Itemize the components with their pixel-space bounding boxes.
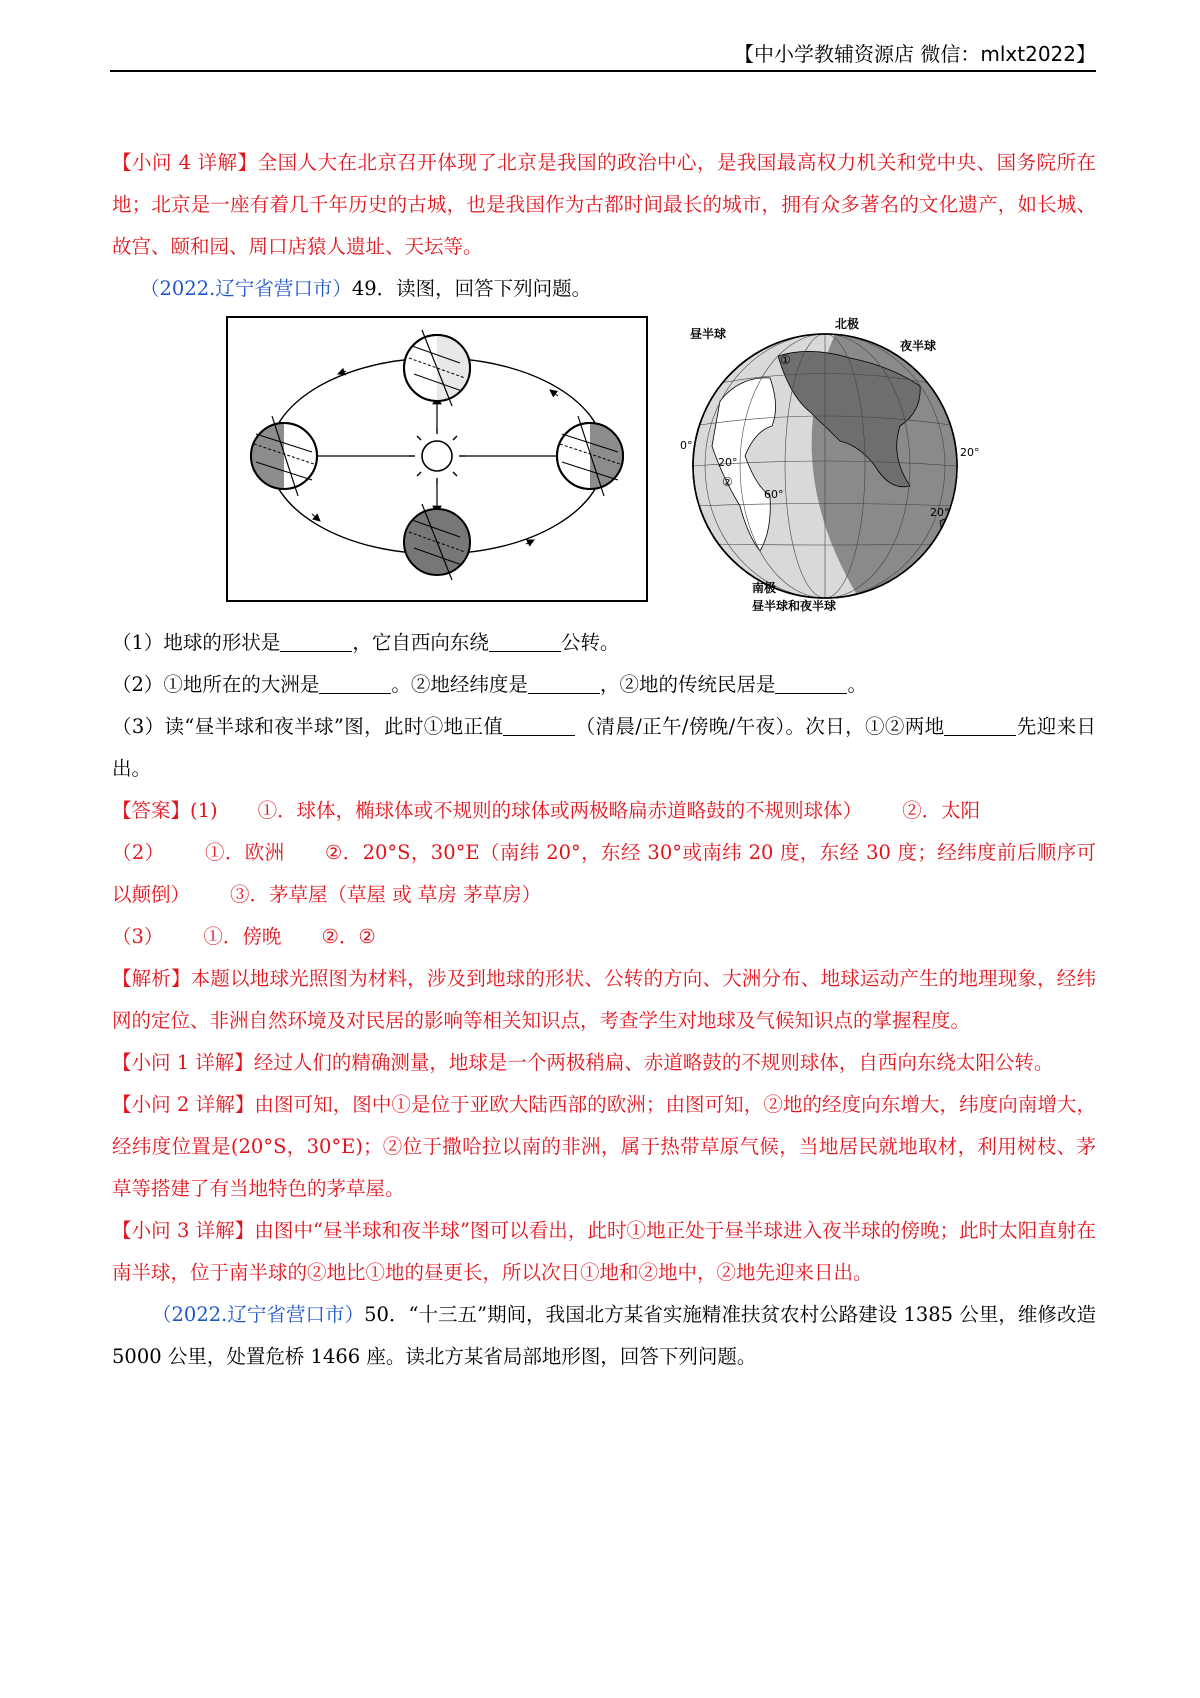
label-night-hemisphere: 夜半球 bbox=[900, 339, 937, 353]
page-header: 【中小学教辅资源店 微信：mlxt2022】 bbox=[734, 42, 1096, 66]
answer-blank bbox=[775, 674, 847, 695]
detail1-paragraph bbox=[112, 1042, 1096, 1084]
detail3-text: 由图中“昼半球和夜半球”图可以看出，此时①地正处于昼半球进入夜半球的傍晚；此时太阳直射在南半球，位于南半球的②地比①地的昼更长，所以次日①地和②地中，②地先迎来日出。 bbox=[112, 1219, 1096, 1284]
label-point-2: ② bbox=[722, 475, 733, 489]
q50-stem bbox=[112, 1294, 1096, 1378]
answer-1c: ②．太阳 bbox=[902, 799, 981, 822]
answer-label: 【答案】 bbox=[112, 799, 191, 822]
answer-blank bbox=[489, 632, 561, 653]
day-night-globe bbox=[660, 316, 990, 616]
answer-line-2 bbox=[112, 832, 1096, 916]
q50-stem-text: 50．“十三五”期间，我国北方某省实施精准扶贫农村公路建设 1385 公里，维修改造 5000 公里，处置危桥 1466 座。读北方某省局部地形图，回答下列问题。 bbox=[112, 1303, 1096, 1368]
analysis-paragraph bbox=[112, 958, 1096, 1042]
q49-sub2-a: （2）①地所在的大洲是 bbox=[112, 673, 320, 696]
detail3-paragraph bbox=[112, 1210, 1096, 1294]
prev-detail-text: 全国人大在北京召开体现了北京是我国的政治中心，是我国最高权力机关和党中央、国务院所在地；北京是一座有着几千年历史的古城，也是我国作为古都时间最长的城市，拥有众多著名的文化遗产，如长城、故宫、颐和园、周口店猿人遗址、天坛等。 bbox=[112, 151, 1096, 258]
answer-blank bbox=[503, 716, 575, 737]
answer-blank bbox=[944, 716, 1016, 737]
q49-sub3-c: 先迎来日出。 bbox=[112, 715, 1096, 780]
answer-2a: （2） bbox=[112, 841, 165, 864]
analysis-label: 【解析】 bbox=[112, 967, 191, 990]
answer-2c: ②．20°S，30°E（南纬 20°，东经 30°或南纬 20 度，东经 30 度；经纬度前后顺序可以颠倒） bbox=[112, 841, 1096, 906]
detail1-label: 【小问 1 详解】 bbox=[112, 1051, 254, 1074]
label-lon-60: 60° bbox=[764, 488, 784, 501]
answer-blank bbox=[528, 674, 600, 695]
page-content bbox=[112, 142, 1096, 1378]
label-day-hemisphere: 昼半球 bbox=[690, 327, 727, 341]
label-lat-20-left: 20° bbox=[718, 456, 738, 469]
q49-sub1-a: （1）地球的形状是 bbox=[112, 631, 281, 654]
q49-sub2-d: 。 bbox=[847, 673, 867, 696]
answer-line-3 bbox=[112, 916, 1096, 958]
q49-sub3 bbox=[112, 706, 1096, 790]
revolution-diagram bbox=[226, 316, 648, 602]
header-divider bbox=[110, 70, 1096, 72]
label-lat-20-right-bottom: 20° bbox=[930, 506, 950, 519]
answer-2d: ③．茅草屋（草屋 或 草房 茅草房） bbox=[230, 883, 542, 906]
prev-detail-label: 【小问 4 详解】 bbox=[112, 151, 258, 174]
q50-source: （2022.辽宁省营口市） bbox=[152, 1303, 365, 1326]
label-point-1: ① bbox=[780, 353, 791, 367]
answer-3c: ②．② bbox=[321, 925, 376, 948]
answer-1b: ①．球体，椭球体或不规则的球体或两极略扁赤道略鼓的不规则球体） bbox=[257, 799, 863, 822]
answer-line-1 bbox=[112, 790, 1096, 832]
label-north-pole: 北极 bbox=[835, 317, 860, 331]
detail2-paragraph bbox=[112, 1084, 1096, 1210]
globe-caption: 昼半球和夜半球 bbox=[752, 599, 837, 613]
q49-figures bbox=[226, 316, 1096, 616]
q49-sub1-b: ，它自西向东绕 bbox=[352, 631, 489, 654]
label-lat-20-right-top: 20° bbox=[960, 446, 980, 459]
q49-sub2-c: ，②地的传统民居是 bbox=[599, 673, 776, 696]
answer-2b: ①．欧洲 bbox=[204, 841, 285, 864]
answer-blank bbox=[319, 674, 391, 695]
prev-detail-paragraph bbox=[112, 142, 1096, 268]
q49-source: （2022.辽宁省营口市） bbox=[140, 277, 352, 300]
detail2-label: 【小问 2 详解】 bbox=[112, 1093, 255, 1116]
detail3-label: 【小问 3 详解】 bbox=[112, 1219, 255, 1242]
answer-blank bbox=[280, 632, 352, 653]
detail2-text: 由图可知，图中①是位于亚欧大陆西部的欧洲；由图可知，②地的经度向东增大，纬度向南增大，经纬度位置是(20°S，30°E)；②位于撒哈拉以南的非洲，属于热带草原气候，当地居民就地取材，利用树枝、茅草等搭建了有当地特色的茅草屋。 bbox=[112, 1093, 1096, 1200]
q49-sub1 bbox=[112, 622, 1096, 664]
analysis-text: 本题以地球光照图为材料，涉及到地球的形状、公转的方向、大洲分布、地球运动产生的地理现象，经纬网的定位、非洲自然环境及对民居的影响等相关知识点，考查学生对地球及气候知识点的掌握程度。 bbox=[112, 967, 1096, 1032]
q49-sub2-b: 。②地经纬度是 bbox=[391, 673, 528, 696]
q49-sub3-b: （清晨/正午/傍晚/午夜）。次日，①②两地 bbox=[575, 715, 945, 738]
label-south-pole: 南极 bbox=[752, 581, 777, 595]
q49-stem bbox=[112, 268, 1096, 310]
q49-sub2 bbox=[112, 664, 1096, 706]
q49-stem-text: 49．读图，回答下列问题。 bbox=[351, 277, 592, 300]
answer-1a: (1) bbox=[190, 799, 218, 822]
label-lon-0: 0° bbox=[680, 439, 693, 452]
answer-3a: （3） bbox=[112, 925, 164, 948]
q49-sub3-a: （3）读“昼半球和夜半球”图，此时①地正值 bbox=[112, 715, 504, 738]
detail1-text: 经过人们的精确测量，地球是一个两极稍扁、赤道略鼓的不规则球体，自西向东绕太阳公转。 bbox=[253, 1051, 1054, 1074]
q49-sub1-c: 公转。 bbox=[560, 631, 620, 654]
answer-3b: ①．傍晚 bbox=[203, 925, 282, 948]
